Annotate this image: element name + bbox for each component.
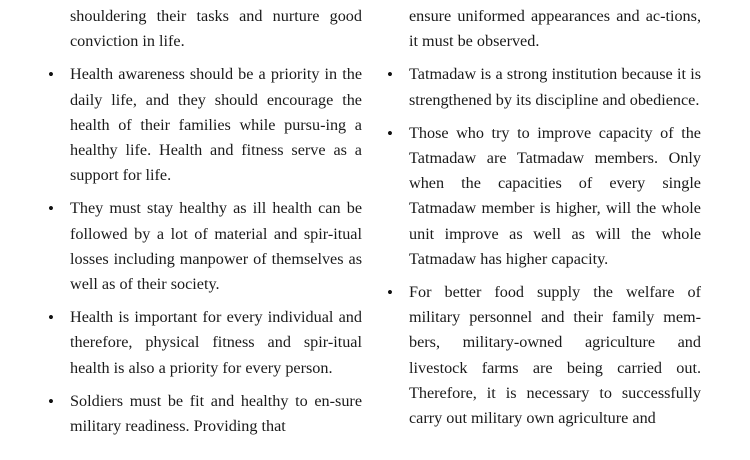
continued-paragraph: ensure uniformed appearances and ac-tions, it must be observed. [409, 7, 701, 51]
left-column [70, 4, 362, 439]
list-item: • They must stay healthy as ill health can be followed by a lot of material and spir-itual losses including manpower of themselves as well as of their society. [70, 196, 362, 297]
list-item: • Tatmadaw is a strong institution because it is strengthened by its discipline and obedience. [409, 62, 701, 112]
list-item: • Health awareness should be a priority in the daily life, and they should encourage the health of their families while pursu-ing a healthy life. Health and fitness serve as a support for life. [70, 62, 362, 188]
right-column [409, 4, 701, 431]
bullet-list [409, 62, 701, 431]
continued-paragraph: shouldering their tasks and nurture good conviction in life. [70, 7, 362, 51]
bullet-list [70, 62, 362, 439]
list-item: • Health is important for every individual and therefore, physical fitness and spir-itual health is also a priority for every person. [70, 305, 362, 381]
list-item: • For better food supply the welfare of military personnel and their family mem-bers, military-owned agriculture and livestock farms are being carried out. Therefore, it is necessary to successfully carry out military own agriculture and [409, 280, 701, 431]
list-item: • Those who try to improve capacity of the Tatmadaw are Tatmadaw members. Only when the capacities of every single Tatmadaw member is higher, will the whole unit improve as well as will the whole Tatmadaw has higher capacity. [409, 121, 701, 272]
list-item: • Soldiers must be fit and healthy to en-sure military readiness. Providing that [70, 389, 362, 439]
